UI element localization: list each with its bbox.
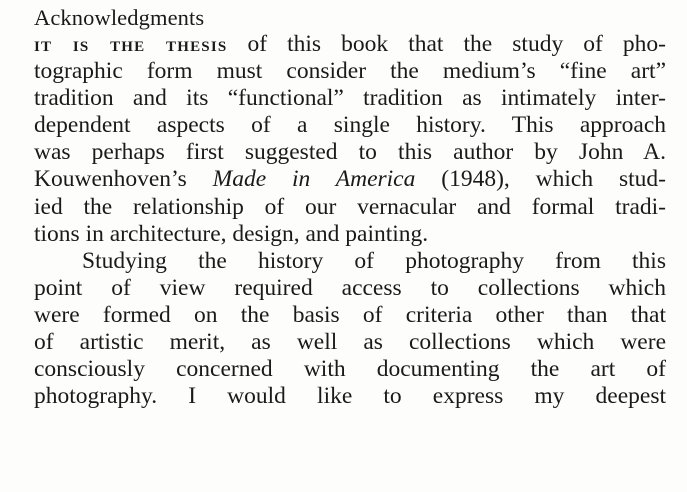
- lead-small-caps: it is the thesis: [34, 32, 228, 56]
- paragraph-line: consciously concerned with documenting the art of: [34, 356, 666, 383]
- paragraph-line: ied the relationship of our vernacular and formal tradi-: [34, 193, 666, 220]
- paragraph-line: of artistic merit, as well as collections which were: [34, 329, 666, 356]
- paragraph-line: it is the thesis of this book that the study of pho-: [34, 31, 666, 57]
- paragraph-line: Kouwenhoven’s Made in America (1948), which stud-: [34, 166, 666, 193]
- paragraph-line: was perhaps first suggested to this author by John A.: [34, 139, 666, 166]
- paragraph-line: point of view required access to collections which: [34, 274, 666, 301]
- paragraph-line: Studying the history of photography from this: [82, 247, 666, 274]
- paragraph-line: were formed on the basis of criteria other than that: [34, 301, 666, 328]
- paragraph-1: [34, 31, 666, 248]
- paragraph-2: [34, 248, 666, 411]
- document-text: [34, 4, 666, 410]
- paragraph-line: tradition and its “functional” tradition as intimately inter-: [34, 85, 666, 112]
- page-title: Acknowledgments: [34, 5, 205, 30]
- paragraph-line: tographic form must consider the medium’s “fine art”: [34, 58, 666, 85]
- paragraph-line: tions in architecture, design, and painting.: [34, 220, 429, 247]
- paragraph-line: dependent aspects of a single history. This approach: [34, 112, 666, 139]
- book-title: Made in America: [212, 166, 416, 193]
- paragraph-line: photography. I would like to express my deepest: [34, 383, 666, 410]
